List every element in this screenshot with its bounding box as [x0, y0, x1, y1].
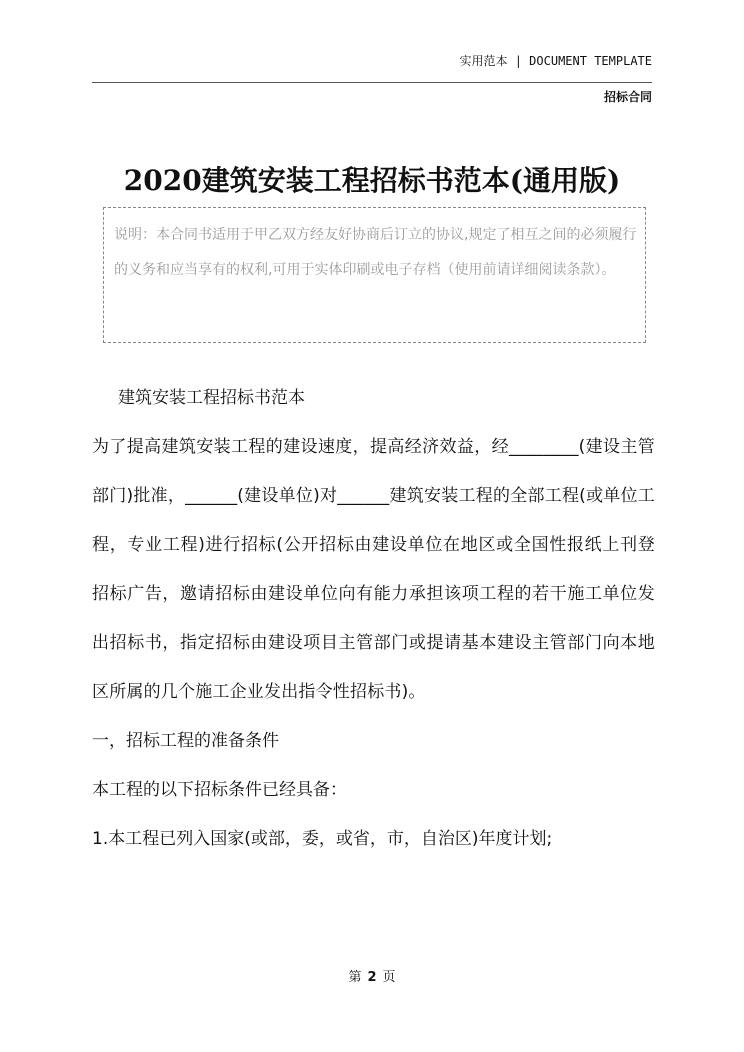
- page-number-prefix: 第: [348, 970, 362, 985]
- document-body: [92, 374, 655, 864]
- body-subtitle: 建筑安装工程招标书范本: [118, 388, 305, 408]
- header-template-label: 实用范本 | DOCUMENT TEMPLATE: [459, 54, 652, 68]
- page-number: [0, 966, 744, 985]
- header-divider: [92, 82, 652, 83]
- notice-text: 说明：本合同书适用于甲乙双方经友好协商后订立的协议,规定了相互之间的必须履行的义务和应当享有的权利,可用于实体印刷或电子存档（使用前请详细阅读条款）。: [114, 227, 637, 278]
- header-category-label: 招标合同: [603, 90, 652, 104]
- list-item: 1.本工程已列入国家(或部，委，或省，市，自治区)年度计划;: [92, 829, 553, 849]
- body-paragraph: 本工程的以下招标条件已经具备：: [92, 780, 347, 800]
- document-title: 2020建筑安装工程招标书范本(通用版): [123, 163, 621, 197]
- section-heading: 一，招标工程的准备条件: [92, 731, 279, 751]
- page-number-suffix: 页: [382, 970, 396, 985]
- page-number-value: 2: [367, 970, 377, 985]
- notice-box: [103, 207, 646, 343]
- body-paragraph: 为了提高建筑安装工程的建设速度，提高经济效益，经________(建设主管部门)批准，______(建设单位)对______建筑安装工程的全部工程(或单位工程，专业工程)进行招标(公开招标由建设单位在地区或全国性报纸上刊登招标广告，邀请招标由建设单位向有能力承担该项工程的若干施工单位发出招标书，指定招标由建设项目主管部门或提请基本建设主管部门向本地区所属的几个施工企业发出指令性招标书)。: [92, 437, 655, 702]
